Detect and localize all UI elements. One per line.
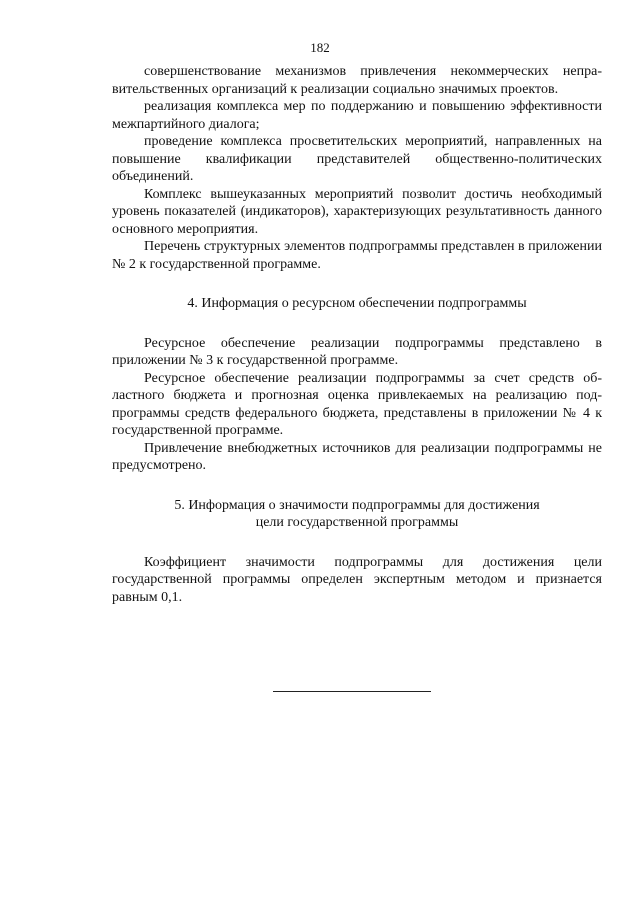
paragraph-educational-events: проведение комплекса просветительских мероприятий, направленных на повышение квалификации представителей общественно-политических объединений. — [112, 134, 602, 184]
paragraph-extrabudgetary: Привлечение внебюджетных источников для реализации подпрограммы не предусмотрено. — [112, 440, 602, 473]
paragraph-indicators: Комплекс вышеуказанных мероприятий позволит достичь необходимый уровень показателей (индикаторов), характеризующих результативность данного основного мероприятия. — [112, 186, 602, 237]
paragraph-resource-appendix-3: Ресурсное обеспечение реализации подпрограммы представлено в приложении № 3 к государственной программе. — [112, 335, 602, 368]
paragraph-ngo-mechanisms: совершенствование механизмов привлечения некоммерческих неправительственных организаций к реализации социально значимых проектов. — [112, 64, 602, 97]
page-number: 182 — [310, 40, 330, 55]
paragraph-resource-budget: Ресурсное обеспечение реализации подпрограммы за счет средств областного бюджета и прогнозная оценка привлекаемых на реализацию подпрограммы средств федерального бюджета, представлены в приложении № 4 к государственной программе. — [112, 370, 602, 438]
section-5-heading — [112, 497, 602, 532]
end-separator-line — [273, 691, 431, 692]
page-content — [112, 63, 602, 606]
paragraph-structural-elements: Перечень структурных элементов подпрограммы представлен в приложении № 2 к государственной программе. — [112, 239, 602, 272]
section-5-heading-line-2: цели государственной программы — [255, 515, 459, 530]
section-5-heading-line-1: 5. Информация о значимости подпрограммы для достижения — [174, 497, 540, 513]
section-4-heading: 4. Информация о ресурсном обеспечении подпрограммы — [187, 296, 527, 311]
paragraph-interparty-dialogue: реализация комплекса мер по поддержанию и повышению эффективности межпартийного диалога; — [112, 99, 602, 132]
paragraph-significance-coefficient: Коэффициент значимости подпрограммы для достижения цели государственной программы определен экспертным методом и признается равным 0,1. — [112, 554, 602, 605]
